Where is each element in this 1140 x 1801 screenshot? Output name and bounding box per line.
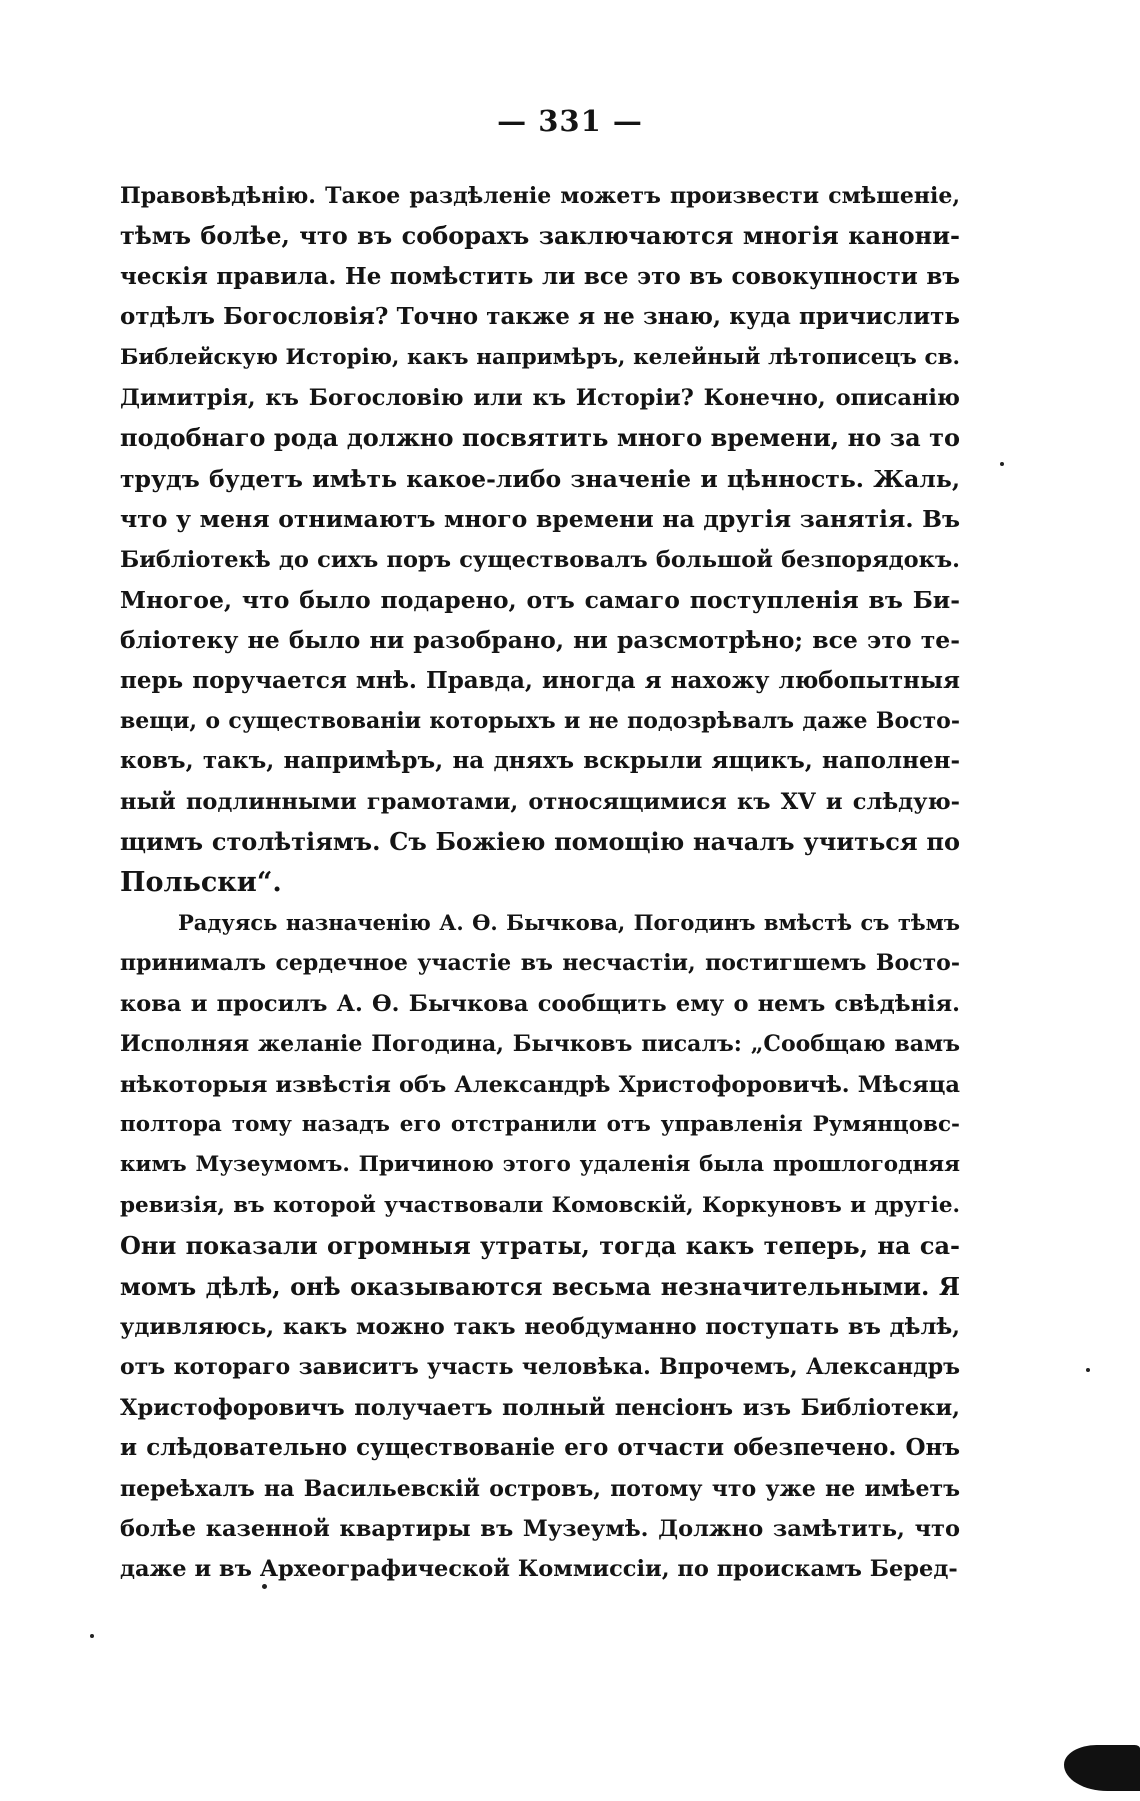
text-line: что у меня отнимаютъ много времени на другія занятія. Въ bbox=[120, 505, 960, 534]
text-line: Библіотекѣ до сихъ поръ существовалъ большой безпорядокъ. bbox=[120, 546, 960, 573]
text-line: ковъ, такъ, напримѣръ, на дняхъ вскрыли ящикъ, наполнен- bbox=[120, 747, 960, 775]
text-line: вещи, о существованіи которыхъ и не подозрѣвалъ даже Восто- bbox=[120, 708, 960, 735]
text-line: трудъ будетъ имѣть какое-либо значеніе и цѣнность. Жаль, bbox=[120, 464, 960, 493]
text-line: кова и просилъ А. Ѳ. Бычкова сообщить ему о немъ свѣдѣнія. bbox=[120, 990, 960, 1017]
text-line: ческія правила. Не помѣстить ли все это въ совокупности въ bbox=[120, 262, 960, 290]
text-line: Многое, что было подарено, отъ самаго поступленія въ Би- bbox=[120, 585, 960, 614]
text-line: отъ котораго зависитъ участь человѣка. Впрочемъ, Александръ bbox=[120, 1354, 960, 1381]
text-line: Исполняя желаніе Погодина, Бычковъ писалъ: „Сообщаю вамъ bbox=[120, 1031, 960, 1058]
text-line: перь поручается мнѣ. Правда, иногда я нахожу любопытныя bbox=[120, 666, 960, 694]
text-line: ревизія, въ которой участвовали Комовскій, Коркуновъ и другіе. bbox=[120, 1192, 960, 1218]
text-line: и слѣдовательно существованіе его отчасти обезпечено. Онъ bbox=[120, 1434, 960, 1462]
text-line: тѣмъ болѣе, что въ соборахъ заключаются многія канони- bbox=[120, 221, 960, 251]
speck bbox=[1086, 1368, 1090, 1372]
text-line: переѣхалъ на Васильевскій островъ, потому что уже не имѣетъ bbox=[120, 1475, 960, 1502]
text-line: удивляюсь, какъ можно такъ необдуманно поступать въ дѣлѣ, bbox=[120, 1313, 960, 1340]
speck bbox=[1000, 462, 1004, 466]
text-line: Они показали огромныя утраты, тогда какъ теперь, на са- bbox=[120, 1231, 960, 1261]
text-line: Радуясь назначенію А. Ѳ. Бычкова, Погодинъ вмѣстѣ съ тѣмъ bbox=[178, 910, 960, 936]
text-line: болѣе казенной квартиры въ Музеумѣ. Должно замѣтить, что bbox=[120, 1515, 960, 1542]
speck bbox=[90, 1634, 94, 1638]
text-line: даже и въ Археографической Коммиссіи, по проискамъ Беред- bbox=[120, 1556, 958, 1583]
ink-blot bbox=[1064, 1745, 1140, 1791]
text-line: принималъ сердечное участіе въ несчастіи, постигшемъ Восто- bbox=[120, 950, 960, 977]
text-line: щимъ столѣтіямъ. Съ Божіею помощію началъ учиться по bbox=[120, 827, 960, 857]
text-line: Польски“. bbox=[120, 866, 282, 898]
text-line: момъ дѣлѣ, онѣ оказываются весьма незначительными. Я bbox=[120, 1271, 960, 1301]
paragraph bbox=[120, 176, 960, 903]
text-line: полтора тому назадъ его отстранили отъ управленія Румянцовс- bbox=[120, 1111, 960, 1137]
text-line: Правовѣдѣнію. Такое раздѣленіе можетъ произвести смѣшеніе, bbox=[120, 183, 960, 209]
speck bbox=[262, 1584, 267, 1589]
text-line: отдѣлъ Богословія? Точно также я не знаю, куда причислить bbox=[120, 303, 960, 331]
text-line: Христофоровичъ получаетъ полный пенсіонъ изъ Библіотеки, bbox=[120, 1394, 960, 1421]
page-number: — 331 — bbox=[497, 104, 643, 138]
text-line: ный подлинными грамотами, относящимися къ XV и слѣдую- bbox=[120, 788, 960, 815]
text-line: Димитрія, къ Богословію или къ Исторіи? Конечно, описанію bbox=[120, 384, 960, 411]
paragraph bbox=[120, 903, 960, 1590]
body-text bbox=[120, 176, 960, 1590]
text-line: кимъ Музеумомъ. Причиною этого удаленія была прошлогодняя bbox=[120, 1152, 960, 1178]
text-line: нѣкоторыя извѣстія объ Александрѣ Христофоровичѣ. Мѣсяца bbox=[120, 1071, 960, 1098]
text-line: бліотеку не было ни разобрано, ни разсмотрѣно; все это те- bbox=[120, 626, 960, 655]
text-line: подобнаго рода должно посвятить много времени, но за то bbox=[120, 423, 960, 453]
text-line: Библейскую Исторію, какъ напримѣръ, келейный лѣтописецъ св. bbox=[120, 344, 960, 370]
